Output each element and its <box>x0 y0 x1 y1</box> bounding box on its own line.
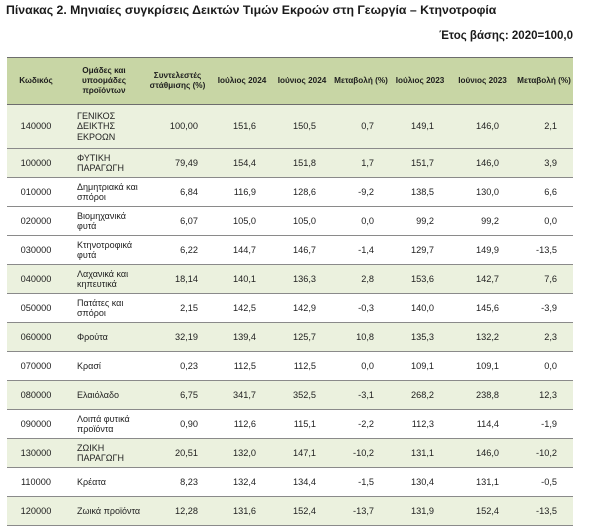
table-header-row <box>7 58 573 105</box>
row-jun-2024: 134,4 <box>272 468 332 497</box>
row-jul-2023: 112,3 <box>390 410 450 439</box>
price-index-table <box>7 57 573 526</box>
row-change-2023: 0,0 <box>515 207 573 236</box>
row-change-2024: -1,4 <box>332 236 390 265</box>
row-jun-2024: 146,7 <box>272 236 332 265</box>
table-row <box>7 410 573 439</box>
row-weight: 6,84 <box>143 178 212 207</box>
row-jul-2024: 341,7 <box>212 381 272 410</box>
row-jul-2024: 132,0 <box>212 439 272 468</box>
row-code: 110000 <box>7 468 65 497</box>
row-weight: 100,00 <box>143 105 212 149</box>
row-change-2024: -1,5 <box>332 468 390 497</box>
row-code: 060000 <box>7 323 65 352</box>
row-jun-2023: 109,1 <box>450 352 515 381</box>
row-change-2023: 2,1 <box>515 105 573 149</box>
row-change-2023: -0,5 <box>515 468 573 497</box>
row-group: Πατάτες και σπόροι <box>65 294 143 323</box>
row-jun-2023: 131,1 <box>450 468 515 497</box>
row-jun-2023: 130,0 <box>450 178 515 207</box>
row-change-2023: -13,5 <box>515 236 573 265</box>
row-code: 080000 <box>7 381 65 410</box>
row-group: Ελαιόλαδο <box>65 381 143 410</box>
row-change-2024: 0,7 <box>332 105 390 149</box>
row-jul-2024: 144,7 <box>212 236 272 265</box>
row-jul-2023: 131,9 <box>390 497 450 526</box>
row-change-2024: 2,8 <box>332 265 390 294</box>
base-year-note: Έτος βάσης: 2020=100,0 <box>439 30 573 42</box>
row-group: Δημητριακά και σπόροι <box>65 178 143 207</box>
table-row <box>7 236 573 265</box>
row-code: 020000 <box>7 207 65 236</box>
row-weight: 79,49 <box>143 149 212 178</box>
row-jun-2023: 114,4 <box>450 410 515 439</box>
row-jul-2023: 99,2 <box>390 207 450 236</box>
row-group: Λοιπά φυτικά προϊόντα <box>65 410 143 439</box>
row-change-2024: -3,1 <box>332 381 390 410</box>
row-jun-2023: 149,9 <box>450 236 515 265</box>
row-jul-2023: 153,6 <box>390 265 450 294</box>
row-jun-2024: 112,5 <box>272 352 332 381</box>
header-jul-2023: Ιούλιος 2023 <box>390 58 450 105</box>
row-change-2023: 3,9 <box>515 149 573 178</box>
row-jul-2023: 151,7 <box>390 149 450 178</box>
row-change-2023: 6,6 <box>515 178 573 207</box>
table-row <box>7 468 573 497</box>
row-jul-2023: 129,7 <box>390 236 450 265</box>
row-code: 100000 <box>7 149 65 178</box>
row-jul-2023: 140,0 <box>390 294 450 323</box>
table-row <box>7 149 573 178</box>
row-jun-2024: 352,5 <box>272 381 332 410</box>
row-jul-2023: 109,1 <box>390 352 450 381</box>
row-jun-2024: 151,8 <box>272 149 332 178</box>
row-jun-2023: 238,8 <box>450 381 515 410</box>
row-jun-2024: 105,0 <box>272 207 332 236</box>
header-jun-2023: Ιούνιος 2023 <box>450 58 515 105</box>
row-change-2023: 12,3 <box>515 381 573 410</box>
row-jul-2023: 268,2 <box>390 381 450 410</box>
row-weight: 8,23 <box>143 468 212 497</box>
table-row <box>7 178 573 207</box>
row-code: 040000 <box>7 265 65 294</box>
row-jul-2024: 131,6 <box>212 497 272 526</box>
row-group: Βιομηχανικά φυτά <box>65 207 143 236</box>
row-jun-2023: 146,0 <box>450 149 515 178</box>
row-jul-2023: 131,1 <box>390 439 450 468</box>
row-code: 120000 <box>7 497 65 526</box>
row-jul-2024: 112,6 <box>212 410 272 439</box>
row-jul-2023: 149,1 <box>390 105 450 149</box>
row-change-2024: 1,7 <box>332 149 390 178</box>
header-jul-2024: Ιούλιος 2024 <box>212 58 272 105</box>
table-row <box>7 497 573 526</box>
row-code: 090000 <box>7 410 65 439</box>
row-jun-2023: 146,0 <box>450 105 515 149</box>
row-jul-2023: 130,4 <box>390 468 450 497</box>
row-group: ΦΥΤΙΚΗ ΠΑΡΑΓΩΓΗ <box>65 149 143 178</box>
row-change-2024: 0,0 <box>332 352 390 381</box>
row-change-2023: 0,0 <box>515 352 573 381</box>
row-change-2024: -0,3 <box>332 294 390 323</box>
row-weight: 6,07 <box>143 207 212 236</box>
row-group: Κτηνοτροφικά φυτά <box>65 236 143 265</box>
header-code: Κωδικός <box>7 58 65 105</box>
row-group: Ζωικά προϊόντα <box>65 497 143 526</box>
header-jun-2024: Ιούνιος 2024 <box>272 58 332 105</box>
row-jul-2024: 154,4 <box>212 149 272 178</box>
table-row <box>7 265 573 294</box>
row-code: 070000 <box>7 352 65 381</box>
table-row <box>7 381 573 410</box>
table-body <box>7 105 573 526</box>
header-change-2024: Μεταβολή (%) <box>332 58 390 105</box>
row-change-2024: -13,7 <box>332 497 390 526</box>
row-jun-2023: 99,2 <box>450 207 515 236</box>
row-weight: 20,51 <box>143 439 212 468</box>
row-jul-2024: 116,9 <box>212 178 272 207</box>
table-row <box>7 439 573 468</box>
row-jul-2024: 151,6 <box>212 105 272 149</box>
table-row <box>7 352 573 381</box>
row-group: Λαχανικά και κηπευτικά <box>65 265 143 294</box>
row-change-2023: -1,9 <box>515 410 573 439</box>
row-jul-2023: 135,3 <box>390 323 450 352</box>
row-jun-2024: 147,1 <box>272 439 332 468</box>
header-group: Ομάδες και υποομάδες προϊόντων <box>65 58 143 105</box>
header-weight: Συντελεστές στάθμισης (%) <box>143 58 212 105</box>
table-row <box>7 323 573 352</box>
row-jul-2024: 142,5 <box>212 294 272 323</box>
row-jun-2023: 145,6 <box>450 294 515 323</box>
row-code: 050000 <box>7 294 65 323</box>
row-jun-2023: 152,4 <box>450 497 515 526</box>
row-group: ΖΩΙΚΗ ΠΑΡΑΓΩΓΗ <box>65 439 143 468</box>
row-weight: 18,14 <box>143 265 212 294</box>
row-change-2024: -9,2 <box>332 178 390 207</box>
table-row <box>7 105 573 149</box>
row-weight: 6,22 <box>143 236 212 265</box>
row-group: Κρασί <box>65 352 143 381</box>
row-change-2023: 7,6 <box>515 265 573 294</box>
row-jun-2024: 136,3 <box>272 265 332 294</box>
row-jun-2024: 125,7 <box>272 323 332 352</box>
row-code: 010000 <box>7 178 65 207</box>
row-group: Κρέατα <box>65 468 143 497</box>
row-jul-2024: 105,0 <box>212 207 272 236</box>
row-weight: 32,19 <box>143 323 212 352</box>
row-jun-2023: 142,7 <box>450 265 515 294</box>
row-change-2024: 0,0 <box>332 207 390 236</box>
row-code: 140000 <box>7 105 65 149</box>
row-change-2023: -3,9 <box>515 294 573 323</box>
row-change-2023: -13,5 <box>515 497 573 526</box>
table-row <box>7 294 573 323</box>
row-code: 030000 <box>7 236 65 265</box>
row-jul-2023: 138,5 <box>390 178 450 207</box>
row-change-2024: -2,2 <box>332 410 390 439</box>
table-row <box>7 207 573 236</box>
row-jun-2023: 132,2 <box>450 323 515 352</box>
header-change-2023: Μεταβολή (%) <box>515 58 573 105</box>
row-change-2023: 2,3 <box>515 323 573 352</box>
row-weight: 12,28 <box>143 497 212 526</box>
row-jun-2024: 150,5 <box>272 105 332 149</box>
table-title: Πίνακας 2. Μηνιαίες συγκρίσεις Δεικτών Τιμών Εκροών στη Γεωργία – Κτηνοτροφία <box>6 3 497 17</box>
row-group: ΓΕΝΙΚΟΣ ΔΕΙΚΤΗΣ ΕΚΡΟΩΝ <box>65 105 143 149</box>
row-jun-2024: 152,4 <box>272 497 332 526</box>
row-weight: 2,15 <box>143 294 212 323</box>
row-jun-2024: 142,9 <box>272 294 332 323</box>
row-weight: 6,75 <box>143 381 212 410</box>
row-group: Φρούτα <box>65 323 143 352</box>
row-jul-2024: 112,5 <box>212 352 272 381</box>
row-jun-2023: 146,0 <box>450 439 515 468</box>
row-jul-2024: 132,4 <box>212 468 272 497</box>
row-jun-2024: 115,1 <box>272 410 332 439</box>
row-change-2024: 10,8 <box>332 323 390 352</box>
row-change-2024: -10,2 <box>332 439 390 468</box>
row-code: 130000 <box>7 439 65 468</box>
row-jul-2024: 139,4 <box>212 323 272 352</box>
row-weight: 0,23 <box>143 352 212 381</box>
row-jun-2024: 128,6 <box>272 178 332 207</box>
row-jul-2024: 140,1 <box>212 265 272 294</box>
row-change-2023: -10,2 <box>515 439 573 468</box>
row-weight: 0,90 <box>143 410 212 439</box>
